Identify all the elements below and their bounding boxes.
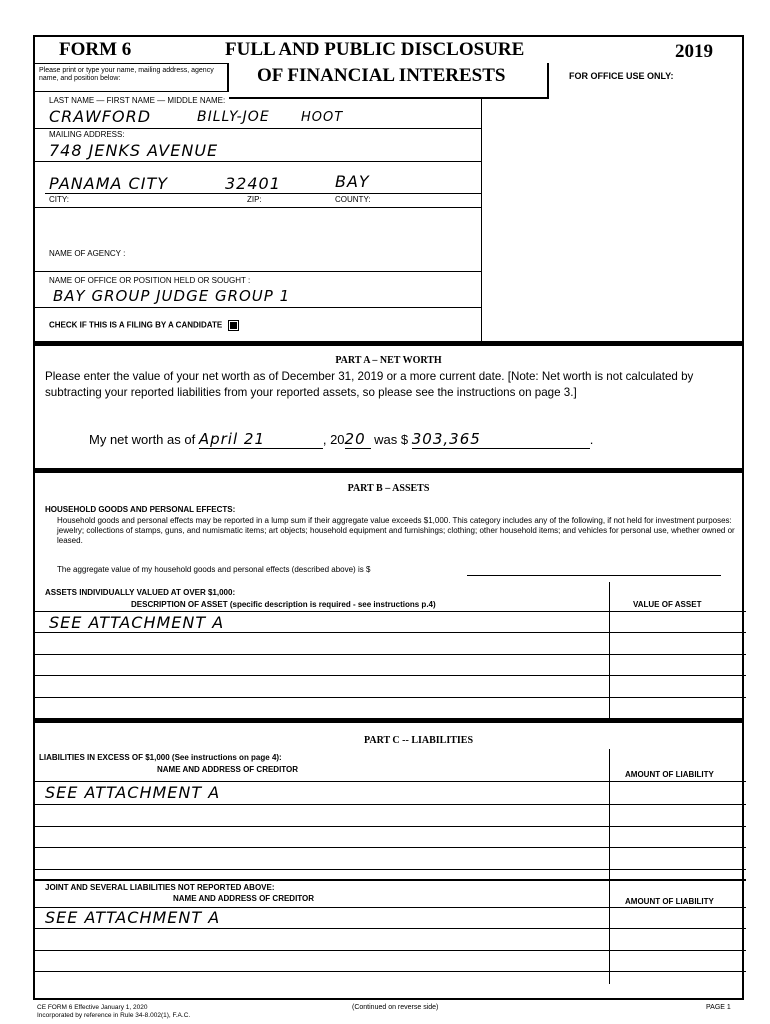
city-label: CITY: <box>49 195 70 204</box>
net-worth-year[interactable]: 20 <box>345 430 371 449</box>
footer-left: CE FORM 6 Effective January 1, 2020 Incorporated by reference in Rule 34-8.002(1), F.A.C. <box>37 1004 191 1019</box>
mailing-label: MAILING ADDRESS: <box>49 130 125 139</box>
joint-amount-header: AMOUNT OF LIABILITY <box>625 897 714 906</box>
part-b-title: PART B – ASSETS <box>347 483 430 494</box>
county-label: COUNTY: <box>335 195 371 204</box>
footer-page: PAGE 1 <box>706 1004 731 1011</box>
household-heading: HOUSEHOLD GOODS AND PERSONAL EFFECTS: <box>45 505 236 514</box>
form-title-line1: FULL AND PUBLIC DISCLOSURE <box>225 39 525 60</box>
aggregate-text: The aggregate value of my household goods and personal effects (described above) is $ <box>57 565 371 574</box>
creditor-header: NAME AND ADDRESS OF CREDITOR <box>157 765 299 774</box>
mailing-value[interactable]: 748 JENKS AVENUE <box>49 141 219 160</box>
joint-liabilities-heading: JOINT AND SEVERAL LIABILITIES NOT REPORTED ABOVE: <box>45 883 275 892</box>
agency-label: NAME OF AGENCY : <box>49 249 126 258</box>
liability-amount-header: AMOUNT OF LIABILITY <box>625 770 714 779</box>
name-last-value[interactable]: CRAWFORD <box>49 107 152 126</box>
name-first-value[interactable]: BILLY-JOE <box>197 109 270 125</box>
form-6-page <box>33 35 744 1000</box>
zip-value[interactable]: 32401 <box>225 174 281 193</box>
liability-entry[interactable]: SEE ATTACHMENT A <box>45 783 221 802</box>
liabilities-heading: LIABILITIES IN EXCESS OF $1,000 (See instructions on page 4): <box>39 753 282 762</box>
office-label: NAME OF OFFICE OR POSITION HELD OR SOUGHT : <box>49 276 251 285</box>
part-a-instructions: Please enter the value of your net worth as of December 31, 2019 or a more current date. [Note: Net worth is not calculated by subtracting your reported liabilities from your reported assets, so please see the instructions on page 3.] <box>45 370 694 399</box>
individual-assets-heading: ASSETS INDIVIDUALLY VALUED AT OVER $1,000: <box>45 588 236 597</box>
part-a-title: PART A – NET WORTH <box>335 355 442 366</box>
filer-instruction: Please print or type your name, mailing address, agency name, and position below: <box>39 67 214 82</box>
section-divider <box>35 718 742 723</box>
net-worth-amount[interactable]: 303,365 <box>412 430 590 449</box>
candidate-label: CHECK IF THIS IS A FILING BY A CANDIDATE <box>49 320 239 331</box>
joint-creditor-header: NAME AND ADDRESS OF CREDITOR <box>173 894 315 903</box>
zip-label: ZIP: <box>247 195 262 204</box>
form-number: FORM 6 <box>59 39 132 60</box>
form-year: 2019 <box>675 41 713 62</box>
footer-center: (Continued on reverse side) <box>352 1004 439 1011</box>
asset-entry[interactable]: SEE ATTACHMENT A <box>49 613 225 632</box>
asset-value-header: VALUE OF ASSET <box>633 600 702 609</box>
household-text: Household goods and personal effects may be reported in a lump sum if their aggregate value exceeds $1,000. This category includes any of the following, if not held for investment purposes: jewelry; collections of stamps, guns, and numismatic items; art objects; household equipment and furnishings; clothing; other household items; and vehicles for personal use, whether owned or leased. <box>57 516 735 545</box>
name-label: LAST NAME — FIRST NAME — MIDDLE NAME: <box>49 96 226 105</box>
candidate-checkbox[interactable] <box>228 320 239 331</box>
net-worth-date[interactable]: April 21 <box>199 430 323 449</box>
county-value[interactable]: BAY <box>335 172 370 191</box>
asset-description-header: DESCRIPTION OF ASSET (specific description is required - see instructions p.4) <box>131 600 436 609</box>
joint-liability-entry[interactable]: SEE ATTACHMENT A <box>45 908 221 927</box>
net-worth-line: My net worth as of April 21 , 2020 was $ 303,365 . <box>89 430 594 448</box>
section-divider <box>35 341 742 346</box>
city-value[interactable]: PANAMA CITY <box>49 174 168 193</box>
name-middle-value[interactable]: HOOT <box>301 110 344 125</box>
office-value[interactable]: BAY GROUP JUDGE GROUP 1 <box>53 287 291 305</box>
part-c-title: PART C -- LIABILITIES <box>363 735 474 746</box>
office-use-label: FOR OFFICE USE ONLY: <box>569 71 674 81</box>
section-divider <box>35 468 742 473</box>
form-title-line2: OF FINANCIAL INTERESTS <box>257 65 506 86</box>
